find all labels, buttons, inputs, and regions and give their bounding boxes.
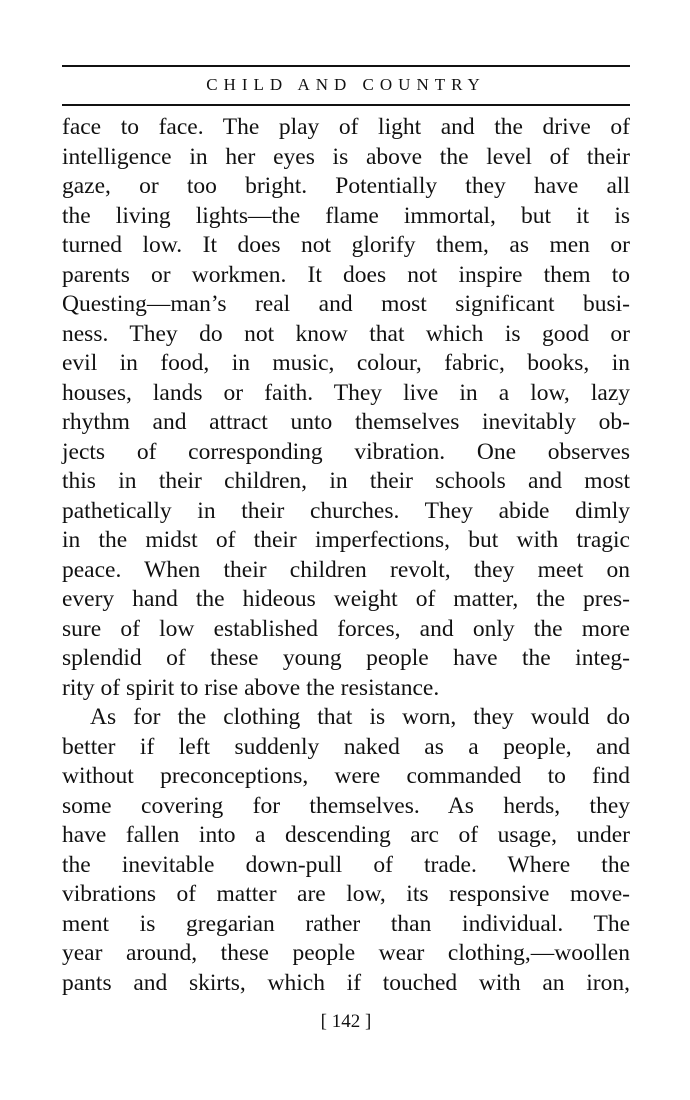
text-line: vibrations of matter are low, its responsive move- (62, 881, 630, 907)
paragraph (62, 113, 630, 703)
text-line: As for the clothing that is worn, they would do (90, 704, 630, 730)
text-line: rhythm and attract unto themselves inevitably ob- (62, 409, 630, 435)
text-line: face to face. The play of light and the drive of (62, 114, 630, 140)
running-head: CHILD AND COUNTRY (206, 75, 486, 94)
text-line: intelligence in her eyes is above the level of their (62, 143, 630, 170)
text-line: sure of low established forces, and only the more (62, 615, 630, 642)
body-text (62, 113, 630, 998)
text-line: evil in food, in music, colour, fabric, books, in (62, 350, 630, 376)
paragraph (62, 703, 630, 998)
text-line: some covering for themselves. As herds, they (62, 792, 630, 819)
text-line: better if left suddenly naked as a people, and (62, 733, 630, 760)
text-line: jects of corresponding vibration. One observes (62, 438, 630, 465)
text-line: this in their children, in their schools and most (62, 468, 630, 494)
text-line: have fallen into a descending arc of usage, under (62, 822, 630, 848)
text-line: parents or workmen. It does not inspire them to (62, 261, 630, 288)
text-line: every hand the hideous weight of matter, the pres- (62, 586, 630, 612)
text-line: year around, these people wear clothing,—woollen (62, 940, 630, 966)
text-line: ness. They do not know that which is good or (62, 320, 630, 347)
text-line: in the midst of their imperfections, but with tragic (62, 527, 630, 553)
text-line: the living lights—the flame immortal, but it is (62, 202, 630, 229)
text-line: pathetically in their churches. They abide dimly (62, 497, 630, 524)
text-line: without preconceptions, were commanded to find (62, 763, 630, 789)
text-line: peace. When their children revolt, they meet on (62, 556, 630, 583)
text-line: rity of spirit to rise above the resistance. (62, 674, 440, 701)
text-line: turned low. It does not glorify them, as men or (62, 232, 630, 258)
text-line: splendid of these young people have the integ- (62, 645, 630, 671)
text-line: houses, lands or faith. They live in a low, lazy (62, 379, 630, 406)
header-rule-bottom (62, 104, 630, 106)
header-rule-top (62, 65, 630, 67)
page-number: [ 142 ] (320, 1011, 372, 1032)
text-line: the inevitable down-pull of trade. Where the (62, 851, 630, 878)
text-line: gaze, or too bright. Potentially they have all (62, 173, 630, 199)
text-line: pants and skirts, which if touched with an iron, (62, 969, 630, 996)
text-line: Questing—man’s real and most significant busi- (62, 291, 630, 317)
text-line: ment is gregarian rather than individual. The (62, 910, 630, 937)
